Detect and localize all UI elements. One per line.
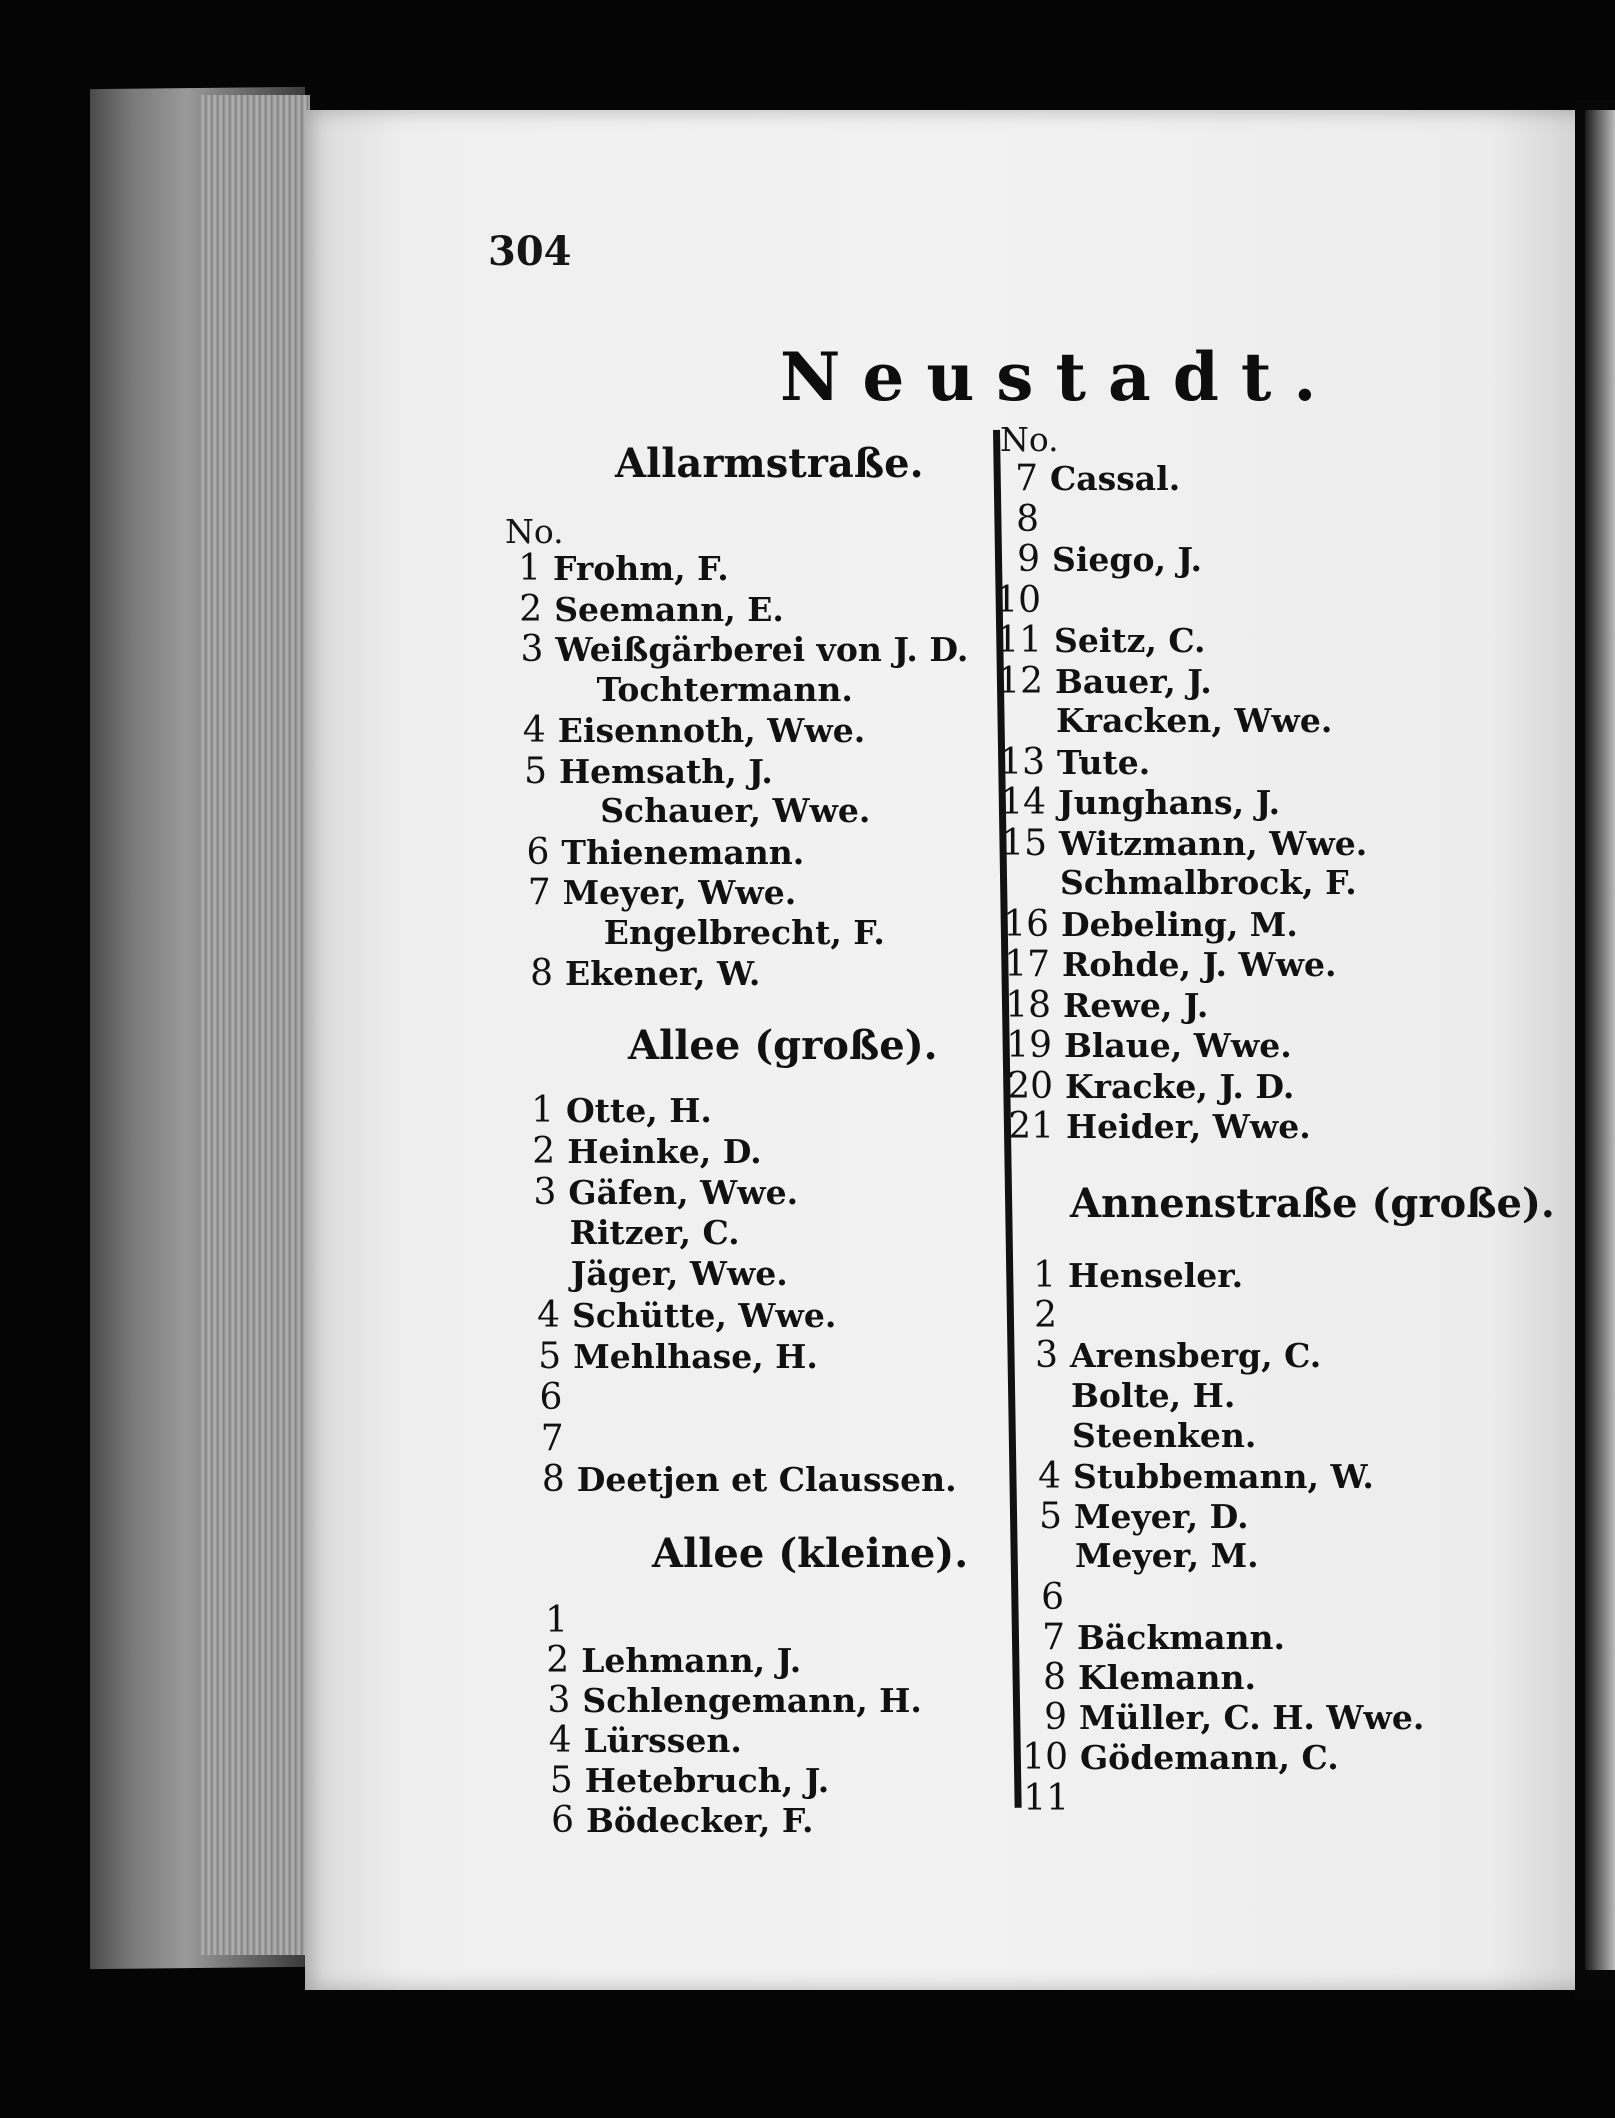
list-item — [509, 1131, 761, 1172]
entry-number: 7 — [540, 1418, 564, 1459]
list-item — [1015, 1456, 1374, 1497]
list-item — [514, 1295, 836, 1336]
list-item — [999, 742, 1150, 783]
entry-number: 15 — [1001, 822, 1047, 864]
list-item — [499, 670, 853, 709]
entry-name: Thienemann. — [561, 832, 805, 872]
entry-name: Mehlhase, H. — [573, 1337, 818, 1376]
list-item — [1021, 1697, 1424, 1738]
entry-name: Junghans, J. — [1058, 783, 1281, 822]
page-title: Neustadt. — [780, 338, 1339, 416]
entry-name: Kracken, Wwe. — [1056, 701, 1333, 740]
entry-name: Schauer, Wwe. — [600, 791, 871, 830]
list-item — [1000, 782, 1280, 823]
list-item — [1018, 1577, 1076, 1618]
entry-number: 11 — [1023, 1777, 1069, 1819]
entry-number: 17 — [1004, 944, 1050, 985]
entry-name: Meyer, D. — [1074, 1497, 1249, 1537]
list-item — [527, 1760, 829, 1801]
section-title-allee-kleine: Allee (kleine). — [652, 1530, 969, 1577]
list-item — [998, 701, 1332, 740]
entry-number: 14 — [1000, 782, 1046, 823]
entry-number: 4 — [522, 710, 546, 751]
entry-name: Heider, Wwe. — [1066, 1107, 1311, 1146]
section-title-allarmstrasse: Allarmstraße. — [615, 440, 924, 487]
list-item — [513, 1254, 788, 1293]
entry-number: 12 — [997, 660, 1043, 702]
entry-name: Stubbemann, W. — [1073, 1457, 1374, 1496]
list-item — [522, 1600, 580, 1641]
page-number: 304 — [488, 228, 572, 275]
entry-number: 7 — [1015, 458, 1038, 499]
list-item — [518, 1418, 576, 1459]
list-item — [495, 548, 729, 589]
entry-name: Rewe, J. — [1063, 985, 1209, 1025]
entry-number: 1 — [1033, 1255, 1056, 1296]
entry-number: 1 — [518, 548, 541, 589]
entry-number: 6 — [526, 831, 550, 873]
entry-number: 4 — [537, 1295, 560, 1336]
entry-number: 18 — [1005, 984, 1051, 1026]
entry-name: Tochtermann. — [596, 669, 853, 709]
entry-number: 5 — [524, 750, 547, 792]
list-item — [1002, 863, 1357, 902]
entry-number: 5 — [549, 1760, 573, 1801]
list-item — [1016, 1496, 1249, 1537]
entry-number: 5 — [538, 1336, 562, 1377]
list-item — [1020, 1657, 1256, 1698]
list-item — [1013, 1376, 1235, 1415]
entry-number: 3 — [1035, 1335, 1058, 1377]
entry-number: 11 — [996, 620, 1042, 661]
entry-name: Otte, H. — [566, 1091, 712, 1130]
entry-number: 8 — [530, 953, 553, 994]
list-item — [526, 1720, 742, 1761]
list-item — [994, 539, 1202, 580]
entry-number: 2 — [1034, 1295, 1057, 1337]
list-item — [992, 458, 1180, 499]
entry-name: Schlengemann, H. — [582, 1681, 922, 1720]
entry-name: Bolte, H. — [1071, 1375, 1236, 1415]
entry-number: 3 — [547, 1680, 571, 1721]
entry-name: Eisennoth, Wwe. — [557, 711, 866, 750]
entry-name: Tute. — [1057, 742, 1151, 782]
list-item — [528, 1800, 814, 1841]
entry-number: 2 — [546, 1640, 570, 1681]
entry-name: Meyer, Wwe. — [562, 873, 797, 912]
list-item — [1022, 1737, 1339, 1778]
list-item — [1012, 1335, 1321, 1376]
entry-name: Ritzer, C. — [569, 1213, 740, 1252]
list-item — [1007, 1066, 1294, 1107]
entry-number: 19 — [1006, 1025, 1052, 1066]
list-item — [1004, 944, 1336, 985]
entry-number: 2 — [532, 1131, 556, 1172]
list-item — [510, 1172, 798, 1213]
list-item — [1019, 1617, 1285, 1658]
entry-number: 3 — [520, 629, 544, 670]
entry-name: Bäckmann. — [1077, 1617, 1286, 1657]
entry-name: Gäfen, Wwe. — [568, 1173, 799, 1212]
list-item — [1023, 1778, 1081, 1819]
list-item — [501, 751, 773, 792]
entry-name: Witzmann, Wwe. — [1059, 823, 1368, 863]
list-item — [503, 832, 804, 873]
list-item — [515, 1336, 818, 1377]
entry-name: Blaue, Wwe. — [1064, 1026, 1292, 1065]
entry-number: 7 — [1042, 1616, 1065, 1658]
list-item — [512, 1213, 740, 1252]
list-item — [500, 710, 865, 751]
list-item — [1014, 1416, 1256, 1455]
entry-number: 10 — [1022, 1737, 1068, 1779]
entry-name: Weißgärberei von J. D. — [555, 630, 969, 669]
entry-name: Steenken. — [1072, 1415, 1257, 1455]
entry-name: Schmalbrock, F. — [1060, 863, 1357, 902]
entry-name: Müller, C. H. Wwe. — [1079, 1698, 1425, 1738]
entry-number: 3 — [533, 1172, 557, 1213]
book-page-edges — [200, 95, 310, 1955]
entry-name: Hemsath, J. — [559, 751, 773, 791]
entry-name: Gödemann, C. — [1080, 1738, 1339, 1778]
list-item — [516, 1377, 574, 1418]
entry-number: 2 — [519, 588, 543, 630]
entry-number: 16 — [1003, 903, 1049, 945]
entry-name: Deetjen et Claussen. — [576, 1460, 957, 1499]
section-title-allee-grosse: Allee (große). — [628, 1022, 938, 1069]
entry-number: 5 — [1039, 1496, 1062, 1538]
entry-name: Hetebruch, J. — [584, 1761, 830, 1800]
entry-number: 4 — [548, 1720, 572, 1761]
entry-name: Heinke, D. — [567, 1132, 762, 1171]
entry-name: Kracke, J. D. — [1065, 1066, 1295, 1106]
list-item — [995, 580, 1053, 621]
list-item — [507, 953, 760, 994]
list-item — [997, 661, 1212, 702]
entry-name: Jäger, Wwe. — [570, 1254, 788, 1293]
list-item — [1011, 1295, 1069, 1336]
section-title-annenstrasse: Annenstraße (große). — [1070, 1180, 1555, 1227]
list-item — [1017, 1536, 1259, 1575]
entry-name: Schütte, Wwe. — [572, 1296, 837, 1335]
entry-number: 1 — [531, 1090, 554, 1131]
list-item — [523, 1640, 801, 1681]
entry-number: 21 — [1008, 1106, 1054, 1147]
entry-name: Engelbrecht, F. — [603, 912, 885, 952]
list-item — [1006, 1025, 1292, 1066]
entry-name: Ekener, W. — [565, 954, 761, 993]
list-item — [1008, 1106, 1311, 1147]
entry-number: 6 — [551, 1800, 574, 1841]
entry-number: 4 — [1038, 1456, 1061, 1497]
entry-name: Cassal. — [1050, 459, 1181, 498]
list-item — [502, 791, 870, 830]
list-item — [996, 620, 1206, 661]
entry-number: 7 — [527, 872, 551, 913]
entry-name: Lehmann, J. — [581, 1641, 802, 1680]
entry-number: 8 — [541, 1459, 565, 1500]
list-item — [519, 1459, 957, 1500]
entry-name: Debeling, M. — [1061, 904, 1298, 944]
entry-number: 6 — [539, 1377, 563, 1418]
list-item — [496, 589, 784, 630]
entry-number: 20 — [1007, 1065, 1053, 1107]
list-item — [1010, 1255, 1243, 1296]
list-item — [993, 499, 1051, 540]
list-item — [524, 1680, 921, 1721]
list-item — [508, 1090, 712, 1131]
entry-number: 8 — [1043, 1657, 1066, 1698]
entry-name: Rohde, J. Wwe. — [1062, 945, 1337, 984]
entry-name: Seemann, E. — [554, 589, 784, 629]
entry-number: 9 — [1044, 1697, 1067, 1739]
no-label: No. — [505, 512, 564, 551]
list-item — [506, 913, 885, 952]
entry-name: Meyer, M. — [1075, 1536, 1259, 1576]
entry-number: 8 — [1016, 498, 1039, 540]
entry-number: 10 — [995, 579, 1041, 621]
entry-name: Seitz, C. — [1054, 621, 1206, 660]
list-item — [1005, 985, 1208, 1026]
list-item — [1001, 823, 1367, 864]
entry-name: Siego, J. — [1052, 540, 1202, 579]
entry-number: 13 — [999, 741, 1045, 783]
facing-page-edge — [1585, 110, 1615, 1970]
entry-name: Bauer, J. — [1055, 661, 1212, 701]
entry-name: Bödecker, F. — [586, 1801, 814, 1840]
list-item — [505, 872, 797, 913]
list-item — [1003, 904, 1298, 945]
entry-number: 1 — [545, 1600, 568, 1641]
entry-name: Arensberg, C. — [1070, 1336, 1322, 1376]
entry-name: Klemann. — [1078, 1658, 1256, 1697]
no-label-right: No. — [1000, 420, 1059, 459]
entry-number: 6 — [1041, 1576, 1064, 1618]
entry-name: Frohm, F. — [553, 549, 729, 588]
entry-number: 9 — [1017, 539, 1040, 580]
entry-name: Lürssen. — [583, 1721, 742, 1760]
list-item — [497, 629, 968, 670]
entry-name: Henseler. — [1068, 1256, 1244, 1295]
